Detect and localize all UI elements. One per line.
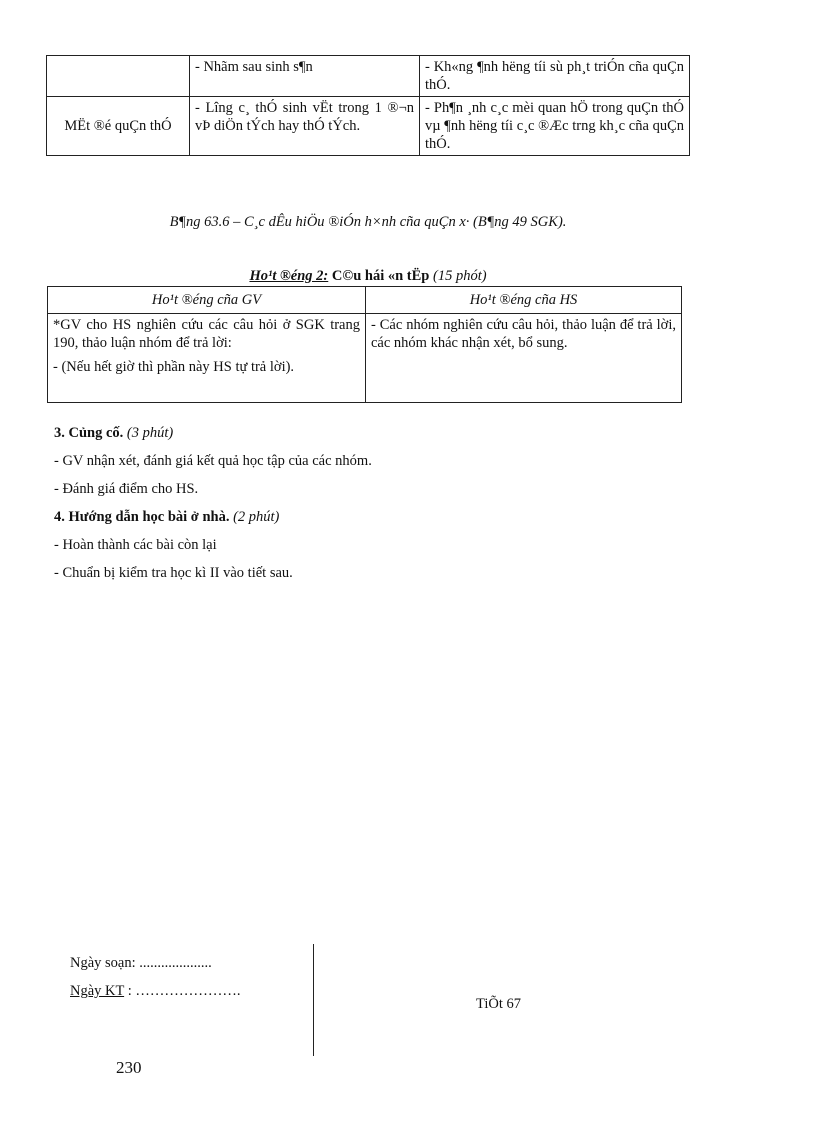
table-cell: - Ph¶n ¸nh c¸c mèi quan hÖ trong quÇn thÓ vµ ¶nh hëng tíi c¸c ®Æc trng kh¸c cña quÇn thÓ. (420, 97, 690, 156)
list-item: - Đánh giá điểm cho HS. (54, 481, 199, 497)
section-title-time: (15 phót) (429, 268, 487, 284)
table-cell: - Kh«ng ¶nh hëng tíi sù ph¸t triÓn cña quÇn thÓ. (420, 56, 690, 97)
lesson-number: TiÕt 67 (476, 996, 522, 1012)
column-header-gv: Ho¹t ®éng cña GV (48, 287, 366, 314)
date-prepared: Ngày soạn: .................... (70, 955, 212, 971)
table-row (47, 97, 690, 156)
activity-table (47, 286, 682, 403)
date-taught-value: : …………………. (124, 983, 241, 999)
list-item: - Hoàn thành các bài còn lại (54, 537, 217, 553)
table-cell: MËt ®é quÇn thÓ (47, 97, 190, 156)
section-title-main: C©u hái «n tËp (328, 268, 430, 284)
column-header-hs: Ho¹t ®éng cña HS (366, 287, 682, 314)
table-header-row (48, 287, 682, 314)
gv-activity-text: *GV cho HS nghiên cứu các câu hỏi ở SGK trang 190, thảo luận nhóm để trả lời: (53, 317, 360, 351)
homework-heading (54, 503, 694, 531)
gv-activity-cell (48, 314, 366, 403)
table-cell: - Lîng c¸ thÓ sinh vËt trong 1 ®¬n vÞ diÖn tÝch hay thÓ tÝch. (190, 97, 420, 156)
section-title-label: Ho¹t ®éng 2: (249, 268, 329, 284)
list-item: - Chuẩn bị kiểm tra học kì II vào tiết sau. (54, 565, 293, 581)
table-caption: B¶ng 63.6 – C¸c dÊu hiÖu ®iÓn h×nh cña quÇn x· (B¶ng 49 SGK). (169, 214, 567, 230)
list-item: - GV nhận xét, đánh giá kết quả học tập của các nhóm. (54, 453, 372, 469)
page-number: 230 (116, 1058, 142, 1077)
divider-line (313, 944, 314, 1056)
homework-heading-text: 4. Hướng dẫn học bài ở nhà. (54, 509, 230, 525)
section-title (46, 268, 690, 285)
gv-activity-note: - (Nếu hết giờ thì phần này HS tự trả lời). (53, 359, 295, 375)
hs-activity-cell: - Các nhóm nghiên cứu câu hỏi, thảo luận để trả lời, các nhóm khác nhận xét, bổ sung. (366, 314, 682, 403)
table-cell (47, 56, 190, 97)
table-row (48, 314, 682, 403)
consolidation-time: (3 phút) (123, 425, 174, 441)
consolidation-heading-text: 3. Củng cố. (54, 425, 124, 441)
top-table (46, 55, 690, 156)
date-taught-label: Ngày KT (70, 983, 125, 999)
date-taught (70, 983, 241, 1000)
table-row (47, 56, 690, 97)
homework-time: (2 phút) (229, 509, 280, 525)
table-cell: - Nhãm sau sinh s¶n (190, 56, 420, 97)
consolidation-section (54, 419, 694, 587)
consolidation-heading (54, 419, 694, 447)
